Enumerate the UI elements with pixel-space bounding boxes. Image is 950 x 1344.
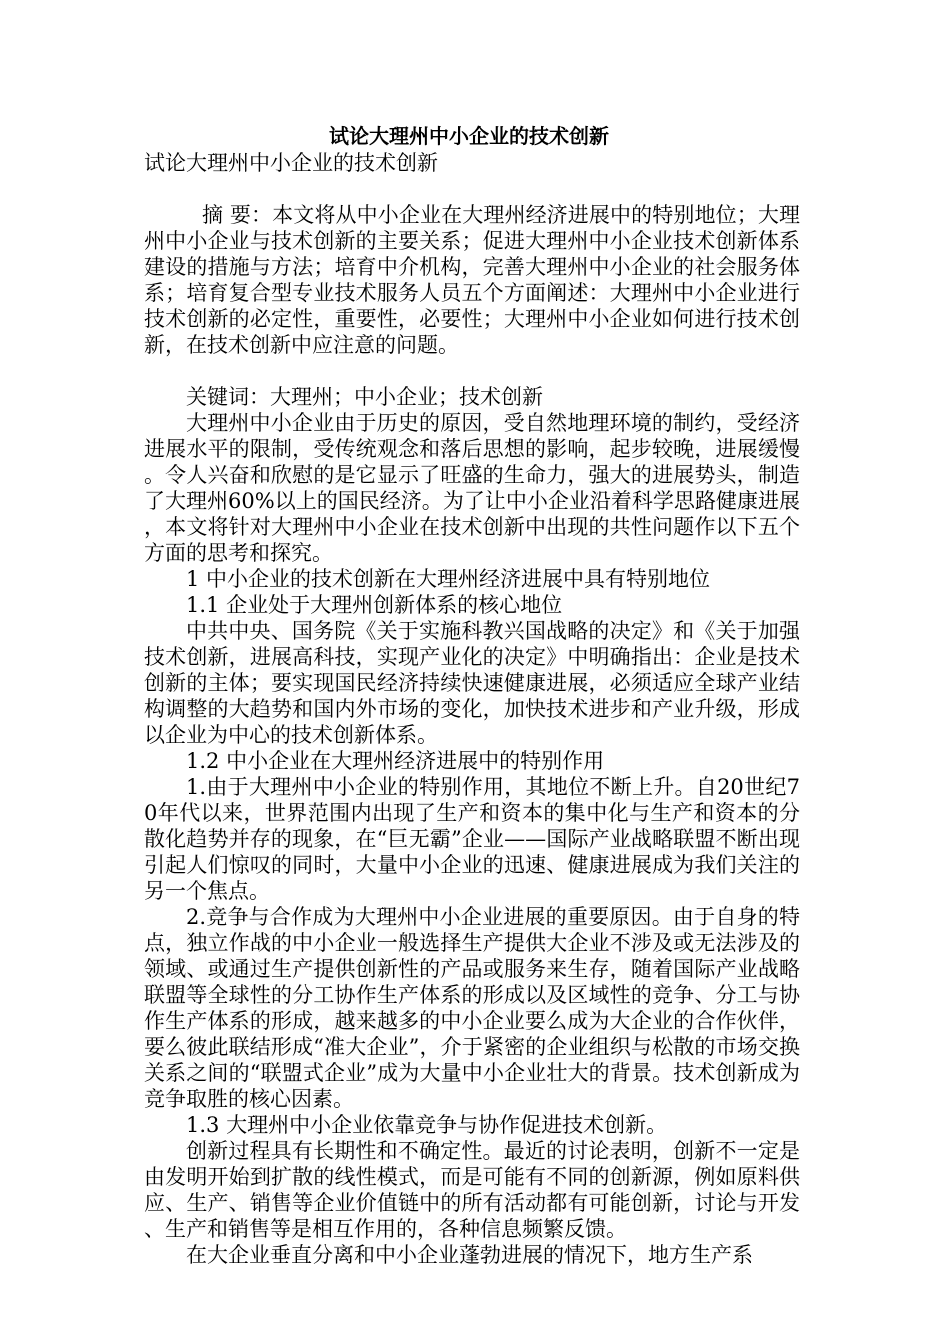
abstract-paragraph: 摘 要：本文将从中小企业在大理州经济进展中的特别地位；大理州中小企业与技术创新的主要关系；促进大理州中小企业技术创新体系建设的措施与方法；培育中介机构，完善大理州中小企业的社会服务体系；培育复合型专业技术服务人员五个方面阐述：大理州中小企业进行技术创新的必定性，重要性，必要性；大理州中小企业如何进行技术创新，在技术创新中应注意的问题。 bbox=[144, 203, 800, 357]
keywords-line: 关键词：大理州；中小企业；技术创新 bbox=[186, 385, 543, 409]
paragraph-1-3: 创新过程具有长期性和不确定性。最近的讨论表明，创新不一定是由发明开始到扩散的线性模式，而是可能有不同的创新源，例如原料供应、生产、销售等企业价值链中的所有活动都有可能创新，讨论与开发、生产和销售等是相互作用的，各种信息频繁反馈。 bbox=[144, 1139, 800, 1241]
document-title: 试论大理州中小企业的技术创新 bbox=[329, 124, 609, 148]
spacer bbox=[144, 358, 800, 384]
paragraph-1-2-1: 1.由于大理州中小企业的特别作用，其地位不断上升。自20世纪70年代以来，世界范围内出现了生产和资本的集中化与生产和资本的分散化趋势并存的现象，在“巨无霸”企业——国际产业战略联盟不断出现引起人们惊叹的同时，大量中小企业的迅速、健康进展成为我们关注的另一个焦点。 bbox=[144, 775, 800, 903]
section-heading-1-2: 1.2 中小企业在大理州经济进展中的特别作用 bbox=[186, 749, 605, 773]
section-heading-1-1: 1.1 企业处于大理州创新体系的核心地位 bbox=[186, 593, 563, 617]
intro-paragraph: 大理州中小企业由于历史的原因，受自然地理环境的制约，受经济进展水平的限制，受传统观念和落后思想的影响，起步较晚，进展缓慢。令人兴奋和欣慰的是它显示了旺盛的生命力，强大的进展势头，制造了大理州60%以上的国民经济。为了让中小企业沿着科学思路健康进展，本文将针对大理州中小企业在技术创新中出现的共性问题作以下五个方面的思考和探究。 bbox=[144, 411, 800, 565]
section-heading-1-3: 1.3 大理州中小企业依靠竞争与协作促进技术创新。 bbox=[186, 1113, 668, 1137]
paragraph-1-2-2: 2.竞争与合作成为大理州中小企业进展的重要原因。由于自身的特点，独立作战的中小企业一般选择生产提供大企业不涉及或无法涉及的领域、或通过生产提供创新性的产品或服务来生存，随着国际产业战略联盟等全球性的分工协作生产体系的形成以及区域性的竞争、分工与协作生产体系的形成，越来越多的中小企业要么成为大企业的合作伙伴，要么彼此联结形成“准大企业”，介于紧密的企业组织与松散的市场交换关系之间的“联盟式企业”成为大量中小企业壮大的背景。技术创新成为竞争取胜的核心因素。 bbox=[144, 905, 800, 1111]
document-page bbox=[144, 122, 800, 1268]
section-heading-1: 1 中小企业的技术创新在大理州经济进展中具有特别地位 bbox=[186, 567, 711, 591]
paragraph-last: 在大企业垂直分离和中小企业蓬勃进展的情况下，地方生产系 bbox=[186, 1243, 753, 1267]
document-subtitle: 试论大理州中小企业的技术创新 bbox=[144, 151, 438, 175]
paragraph-1-1: 中共中央、国务院《关于实施科教兴国战略的决定》和《关于加强技术创新，进展高科技，实现产业化的决定》中明确指出：企业是技术创新的主体；要实现国民经济持续快速健康进展，必须适应全球产业结构调整的大趋势和国内外市场的变化，加快技术进步和产业升级，形成以企业为中心的技术创新体系。 bbox=[144, 619, 800, 747]
spacer bbox=[144, 176, 800, 202]
